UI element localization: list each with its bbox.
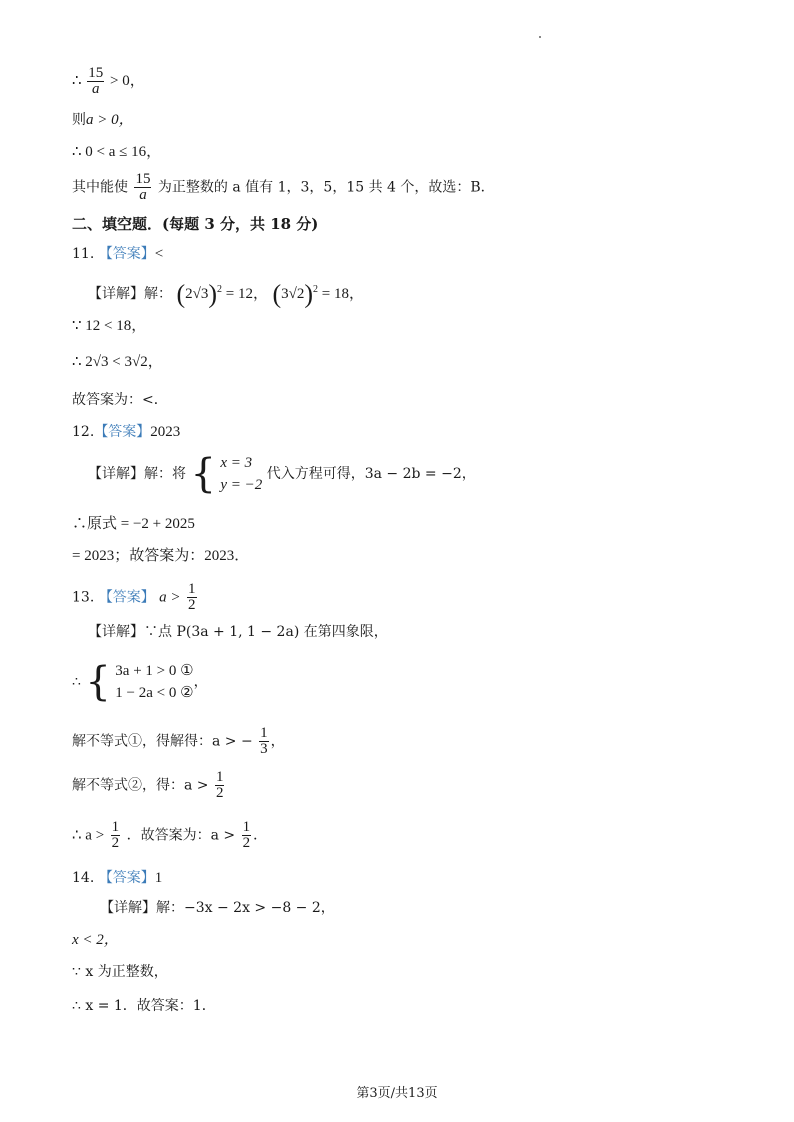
q14-line3: ∵ x 为正整数，	[72, 964, 168, 980]
expr-3sqrt2-squared: $(3√2)^2 = 18$，	[272, 279, 364, 309]
question-number: 12.	[72, 424, 95, 440]
q11-detail-line	[88, 279, 364, 309]
inequality-system	[115, 660, 193, 704]
q11-conclusion: 故答案为：<．	[72, 392, 168, 408]
line-range: ∴ 0 < a ≤ 16，	[72, 144, 162, 160]
answer-tag: 【答案】	[98, 870, 155, 886]
section-title: 二、填空题．(每题 3 分，共 18 分)	[72, 215, 319, 233]
system-ineq-2: 1 − 2a < 0 ②	[115, 685, 194, 701]
detail-tag: 【详解】解：	[88, 286, 172, 302]
denominator: a	[139, 187, 147, 203]
text-prefix: 其中能使	[72, 179, 128, 196]
equation-system	[220, 452, 262, 496]
fraction-one-half: $\frac{1}{2}$	[215, 769, 224, 801]
system-eq-1: x = 3	[220, 455, 253, 471]
q13-solution-2: 解不等式②，得：a > $\frac{1}{2}$	[72, 769, 224, 801]
numerator: 15	[135, 171, 151, 187]
answer-value: 2023	[150, 424, 181, 440]
fraction-one-half: $\frac{1}{2}$	[188, 581, 196, 613]
fraction-15-over-a	[87, 66, 104, 97]
fraction-one-third: $\frac{1}{3}$	[260, 725, 268, 757]
answer-value: <	[154, 246, 164, 262]
denominator: a	[92, 81, 100, 97]
fraction-one-half: $\frac{1}{2}$	[111, 819, 120, 851]
therefore-symbol: ∴	[72, 674, 81, 690]
q13-detail: 【详解】∵点 P(3a + 1, 1 − 2a) 在第四象限，	[88, 624, 388, 640]
line-choose-b	[72, 172, 495, 203]
question-number: 11.	[72, 246, 95, 262]
inequality-rest: > 0，	[110, 72, 145, 89]
q12-answer-line	[72, 422, 180, 442]
q13-solution-1: 解不等式①，得解得：a > − $\frac{1}{3}$ ，	[72, 725, 285, 757]
q12-line3: = 2023；故答案为：2023．	[72, 548, 250, 564]
system-eq-2: y = −2	[220, 477, 263, 493]
q12-line2: ∴原式 = −2 + 2025	[72, 516, 195, 532]
answer-value: 1	[154, 870, 163, 886]
answer-value: a >	[159, 589, 181, 606]
expr-2sqrt3-squared: $(2√3)^2 = 12$，	[176, 279, 268, 309]
text-suffix: 为正整数的 a 值有 1，3，5，15 共 4 个，故选：B．	[157, 179, 495, 196]
q11-therefore: ∴ 2√3 < 3√2，	[72, 354, 163, 370]
fraction-15-over-a	[134, 172, 151, 203]
therefore-symbol: ∴	[72, 72, 82, 89]
scan-dot	[539, 36, 541, 38]
detail-tag: 【详解】解：将	[88, 466, 186, 482]
line-then-a-positive	[72, 110, 134, 130]
answer-tag: 【答案】	[98, 589, 155, 606]
page-footer: 第3页/共13页	[356, 1086, 438, 1101]
q14-line2: x < 2，	[72, 932, 119, 948]
fraction-one-half: $\frac{1}{2}$	[242, 819, 251, 851]
answer-tag: 【答案】	[94, 424, 151, 440]
q14-answer-line	[72, 868, 162, 888]
text-then: 则	[72, 112, 86, 128]
line-therefore-frac	[72, 66, 145, 97]
left-brace: {	[190, 451, 216, 497]
detail-post: 代入方程可得，3a − 2b = −2，	[266, 466, 476, 482]
answer-tag: 【答案】	[98, 246, 155, 262]
question-number: 13.	[72, 589, 95, 606]
q13-answer-line	[72, 582, 199, 613]
q14-line4: ∴ x = 1．故答案：1．	[72, 998, 216, 1014]
numerator: 15	[88, 65, 104, 81]
q12-detail-line	[88, 452, 476, 496]
q14-detail: 【详解】解：−3x − 2x > −8 − 2，	[100, 900, 335, 916]
math-a-gt-0: a > 0，	[86, 112, 134, 128]
q13-final: ∴ a > $\frac{1}{2}$ ．故答案为：a > $\frac{1}{2}$ ．	[72, 819, 268, 851]
system-ineq-1: 3a + 1 > 0 ①	[115, 663, 194, 679]
q13-system: ∴ { 3a + 1 > 0 ① 1 − 2a < 0 ② ，	[72, 659, 208, 705]
question-number: 14.	[72, 870, 95, 886]
left-brace: {	[85, 659, 111, 705]
q11-answer-line	[72, 244, 163, 264]
q11-because: ∵ 12 < 18，	[72, 318, 147, 334]
